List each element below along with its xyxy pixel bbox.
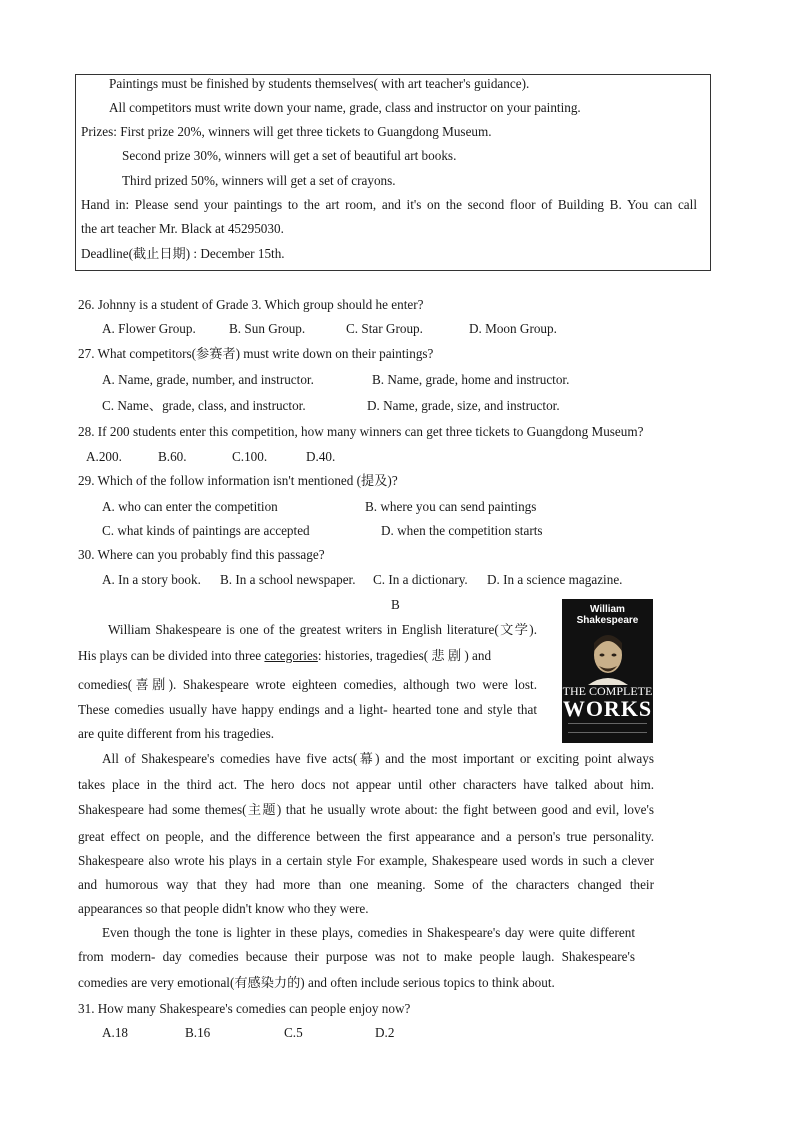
passage-p2-line1: All of Shakespeare's comedies have five acts(幕) and the most important or exciting point always [102, 751, 654, 766]
shakespeare-book-cover [562, 599, 653, 743]
question-28-option-d[interactable]: D.40. [306, 449, 336, 464]
question-27-option-b[interactable]: B. Name, grade, home and instructor. [372, 372, 570, 387]
question-29-option-c[interactable]: C. what kinds of paintings are accepted [102, 523, 310, 538]
question-26-stem: 26. Johnny is a student of Grade 3. Which group should he enter? [78, 297, 424, 312]
question-28-option-a[interactable]: A.200. [86, 449, 122, 464]
passage-p1-line5: are quite different from his tragedies. [78, 726, 275, 741]
question-27-option-a[interactable]: A. Name, grade, number, and instructor. [102, 372, 314, 387]
shakespeare-portrait-icon [584, 633, 632, 685]
cover-author-last: Shakespeare [576, 615, 639, 626]
passage-p2-line4: great effect on people, and the difference between the first appearance and a person's true personality. [78, 829, 654, 844]
section-b-heading: B [391, 597, 400, 612]
question-31-option-b[interactable]: B.16 [185, 1025, 211, 1040]
notice-third-prize: Third prized 50%, winners will get a set of crayons. [122, 173, 396, 188]
passage-p1-line2-start: His plays can be divided into three [78, 648, 265, 663]
passage-p3-line2: from modern- day comedies because their purpose was not to make people laugh. Shakespeare's [78, 949, 635, 964]
question-30-option-a[interactable]: A. In a story book. [102, 572, 201, 587]
question-26-option-b[interactable]: B. Sun Group. [229, 321, 306, 336]
cover-subtitle-rule [568, 723, 647, 733]
question-26-option-c[interactable]: C. Star Group. [346, 321, 423, 336]
passage-p2-line7: appearances so that people didn't know who they were. [78, 901, 369, 916]
question-30-stem: 30. Where can you probably find this passage? [78, 547, 325, 562]
question-30-option-b[interactable]: B. In a school newspaper. [220, 572, 356, 587]
notice-hand-in-contact: the art teacher Mr. Black at 45295030. [81, 221, 284, 236]
passage-p2-line5: Shakespeare also wrote his plays in a certain style For example, Shakespeare used words in such a clever [78, 853, 654, 868]
question-28-option-b[interactable]: B.60. [158, 449, 187, 464]
categories-underlined-word: categories [264, 648, 318, 663]
question-31-option-a[interactable]: A.18 [102, 1025, 129, 1040]
question-30-option-c[interactable]: C. In a dictionary. [373, 572, 468, 587]
passage-p1-line2 [78, 648, 537, 664]
passage-p1-line4: These comedies usually have happy endings and a light- hearted tone and style that [78, 702, 537, 717]
cover-author-first: William [590, 604, 625, 615]
notice-hand-in: Hand in: Please send your paintings to the art room, and it's on the second floor of Building B. You can call [81, 197, 697, 212]
notice-rule-competitors: All competitors must write down your name, grade, class and instructor on your painting. [109, 100, 581, 115]
question-27-option-c[interactable]: C. Name、grade, class, and instructor. [102, 398, 306, 413]
question-28-option-c[interactable]: C.100. [232, 449, 268, 464]
passage-p3-line3: comedies are very emotional(有感染力的) and often include serious topics to think about. [78, 975, 555, 990]
passage-p1-line1: William Shakespeare is one of the greatest writers in English literature(文学). [108, 622, 537, 637]
passage-p2-line3: Shakespeare had some themes(主题) that he usually wrote about: the fight between good and evil, love's [78, 802, 654, 817]
question-31-option-c[interactable]: C.5 [284, 1025, 303, 1040]
passage-p1-line3: comedies(喜剧). Shakespeare wrote eighteen comedies, although two were lost. [78, 677, 537, 692]
question-29-option-d[interactable]: D. when the competition starts [381, 523, 543, 538]
question-27-stem: 27. What competitors(参赛者) must write down on their paintings? [78, 346, 434, 361]
question-30-option-d[interactable]: D. In a science magazine. [487, 572, 623, 587]
passage-p3-line1: Even though the tone is lighter in these plays, comedies in Shakespeare's day were quite different [102, 925, 635, 940]
notice-rule-paintings: Paintings must be finished by students themselves( with art teacher's guidance). [109, 76, 530, 91]
passage-p2-line6: and humorous way that they had more than one meaning. Some of the characters changed their [78, 877, 654, 892]
question-29-stem: 29. Which of the follow information isn't mentioned (提及)? [78, 473, 398, 488]
question-27-option-d[interactable]: D. Name, grade, size, and instructor. [367, 398, 560, 413]
passage-p1-line2-end: : histories, tragedies( 悲 剧 ) and [317, 648, 492, 663]
cover-title-line1: THE COMPLETE [562, 684, 653, 698]
cover-author [562, 604, 653, 626]
question-31-stem: 31. How many Shakespeare's comedies can people enjoy now? [78, 1001, 411, 1016]
passage-p2-line2: takes place in the third act. The hero docs not appear until other characters have talked about him. [78, 777, 654, 792]
notice-second-prize: Second prize 30%, winners will get a set of beautiful art books. [122, 148, 457, 163]
question-28-stem: 28. If 200 students enter this competition, how many winners can get three tickets to Guangdong Museum? [78, 424, 644, 439]
question-31-option-d[interactable]: D.2 [375, 1025, 395, 1040]
question-29-option-b[interactable]: B. where you can send paintings [365, 499, 537, 514]
cover-title-line2: WORKS [562, 696, 653, 721]
notice-deadline: Deadline(截止日期) : December 15th. [81, 246, 285, 261]
question-29-option-a[interactable]: A. who can enter the competition [102, 499, 278, 514]
question-26-option-a[interactable]: A. Flower Group. [102, 321, 196, 336]
notice-first-prize: Prizes: First prize 20%, winners will get three tickets to Guangdong Museum. [81, 124, 492, 139]
question-26-option-d[interactable]: D. Moon Group. [469, 321, 557, 336]
